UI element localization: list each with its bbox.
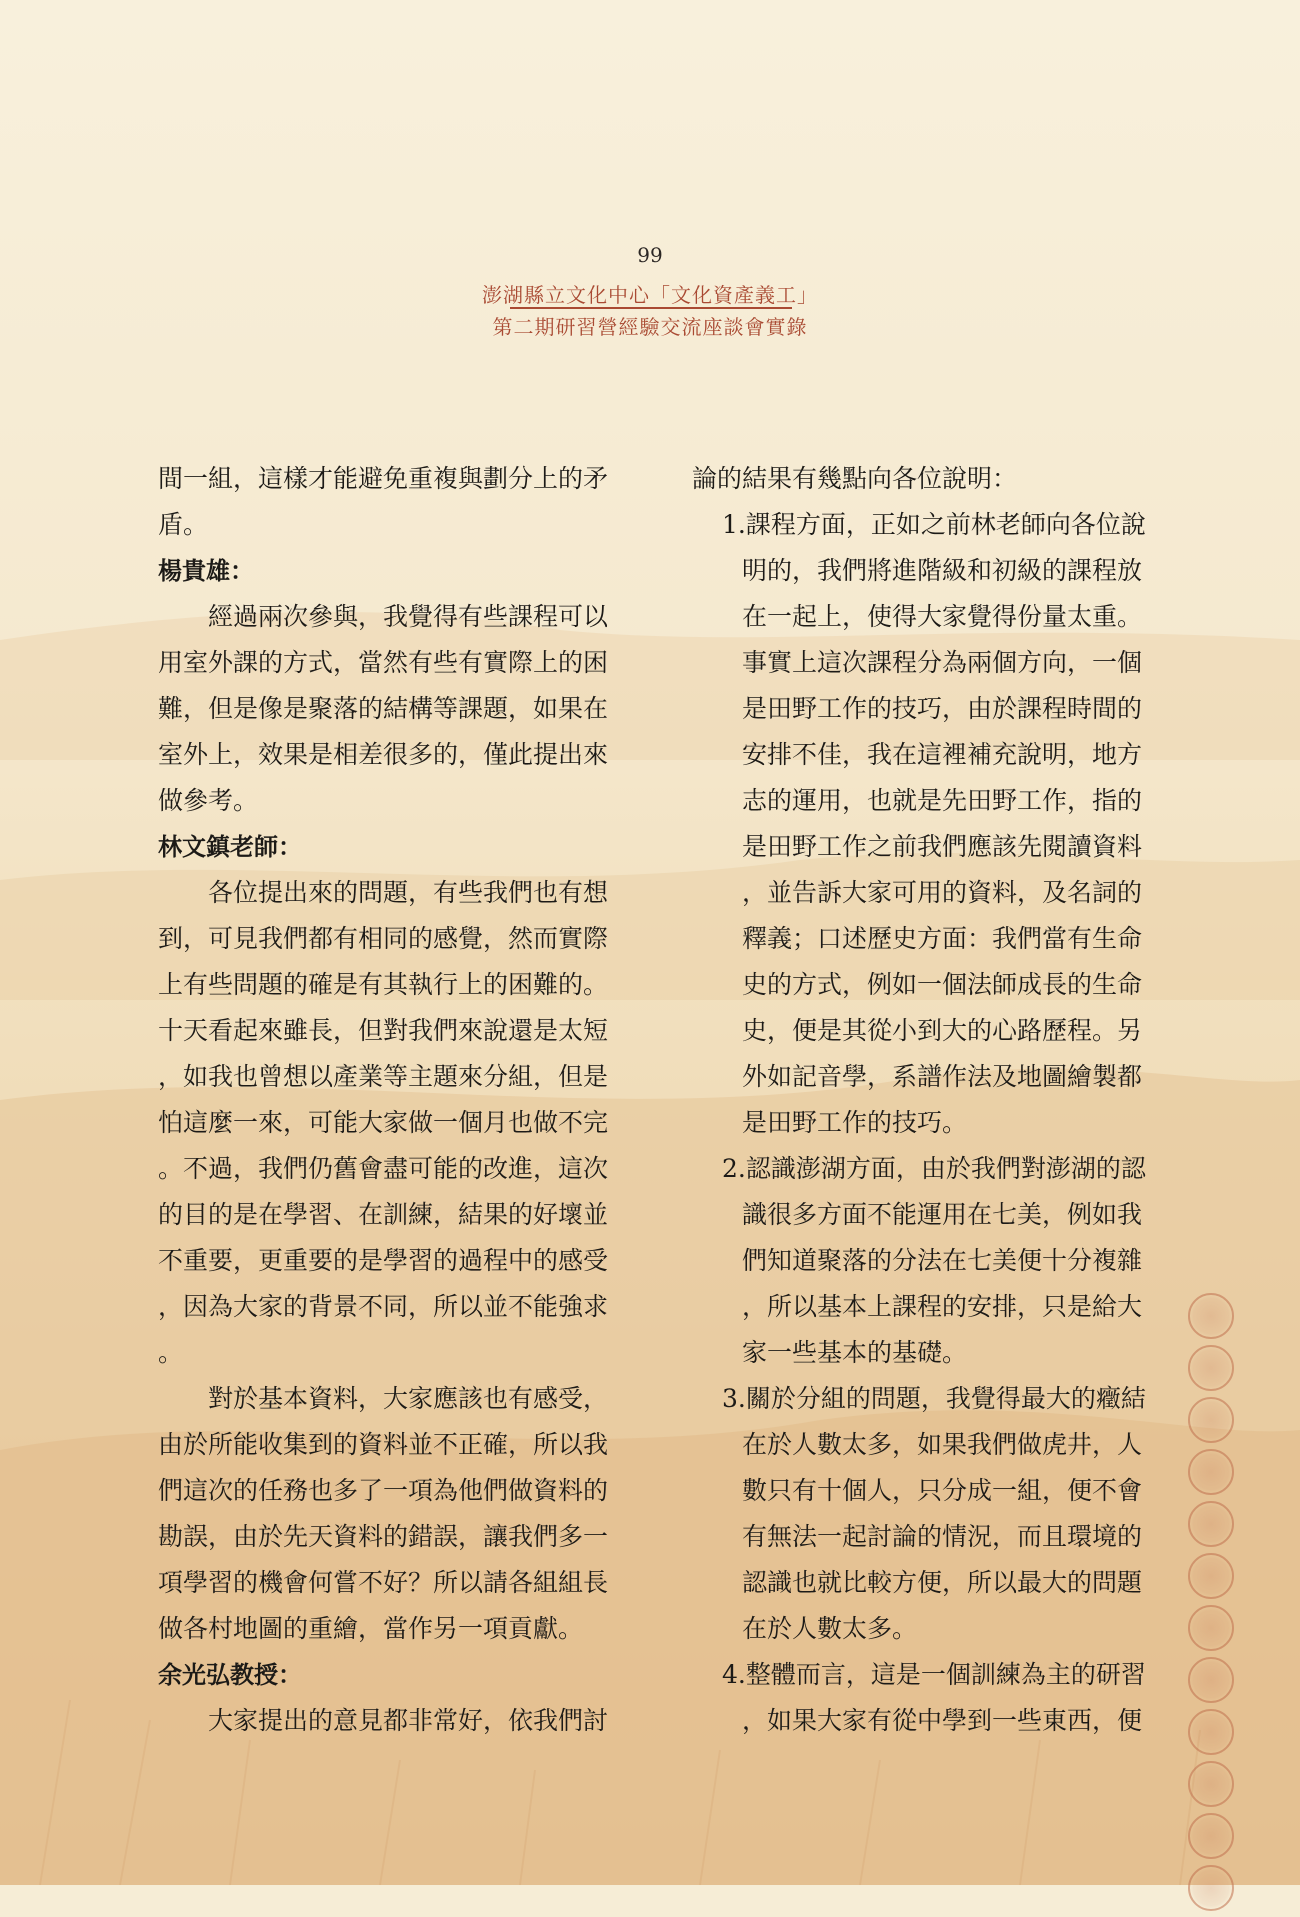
text-line: ，並告訴大家可用的資料，及名詞的 (742, 878, 1143, 907)
text-line: 盾。 (158, 510, 209, 539)
text-line: 怕這麼一來，可能大家做一個月也做不完 (158, 1108, 609, 1137)
text-line: 。不過，我們仍舊會盡可能的改進，這次 (158, 1154, 609, 1183)
text-line: 是田野工作的技巧。 (742, 1108, 968, 1137)
header-divider (510, 307, 792, 309)
text-line: 史，便是其從小到大的心路歷程。另 (742, 1016, 1143, 1045)
seal-stamp-icon (1188, 1449, 1234, 1495)
text-line: 用室外課的方式，當然有些有實際上的困 (158, 648, 609, 677)
speaker-name: 林文鎮老師： (158, 833, 302, 861)
text-line: 對於基本資料，大家應該也有感受， (208, 1384, 609, 1413)
text-line: 不重要，更重要的是學習的過程中的感受 (158, 1246, 609, 1275)
text-line: 們知道聚落的分法在七美便十分複雜 (742, 1246, 1143, 1275)
text-line: 外如記音學，系譜作法及地圖繪製都 (742, 1062, 1143, 1091)
text-line: ，如果大家有從中學到一些東西，便 (742, 1706, 1143, 1735)
seal-stamp-icon (1188, 1657, 1234, 1703)
text-line: 。 (158, 1338, 184, 1367)
text-line: 是田野工作之前我們應該先閱讀資料 (742, 832, 1143, 861)
seal-stamp-icon (1188, 1865, 1234, 1911)
text-line: 勘誤，由於先天資料的錯誤，讓我們多一 (158, 1522, 609, 1551)
text-line: 安排不佳，我在這裡補充說明，地方 (742, 740, 1143, 769)
seal-stamp-icon (1188, 1501, 1234, 1547)
text-line: 是田野工作的技巧，由於課程時間的 (742, 694, 1143, 723)
page-number: 99 (637, 243, 663, 267)
text-line: 難，但是像是聚落的結構等課題，如果在 (158, 694, 609, 723)
text-line: 十天看起來雖長，但對我們來說還是太短 (158, 1016, 609, 1045)
text-line: 們這次的任務也多了一項為他們做資料的 (158, 1476, 609, 1505)
decorative-seal-strip (1180, 1293, 1240, 1917)
text-line: 做參考。 (158, 786, 259, 815)
list-item-start: 1.課程方面，正如之前林老師向各位說 (722, 510, 1146, 539)
text-line: 數只有十個人，只分成一組，便不會 (742, 1476, 1143, 1505)
text-line: 大家提出的意見都非常好，依我們討 (208, 1706, 609, 1735)
text-line: 在於人數太多。 (742, 1614, 918, 1643)
seal-stamp-icon (1188, 1345, 1234, 1391)
header-title-line1: 澎湖縣立文化中心「文化資產義工」 (482, 283, 818, 307)
seal-stamp-icon (1188, 1709, 1234, 1755)
text-line: 釋義；口述歷史方面：我們當有生命 (742, 924, 1143, 953)
text-line: 明的，我們將進階級和初級的課程放 (742, 556, 1143, 585)
list-item-start: 2.認識澎湖方面，由於我們對澎湖的認 (722, 1154, 1146, 1183)
text-line: 上有些問題的確是有其執行上的困難的。 (158, 970, 609, 999)
right-text-column (692, 456, 1147, 1744)
text-line: 識很多方面不能運用在七美，例如我 (742, 1200, 1143, 1229)
seal-stamp-icon (1188, 1761, 1234, 1807)
text-line: 室外上，效果是相差很多的，僅此提出來 (158, 740, 609, 769)
seal-stamp-icon (1188, 1605, 1234, 1651)
text-line: 做各村地圖的重繪，當作另一項貢獻。 (158, 1614, 584, 1643)
list-item-start: 3.關於分組的問題，我覺得最大的癥結 (722, 1384, 1146, 1413)
seal-stamp-icon (1188, 1813, 1234, 1859)
left-text-column (158, 456, 613, 1744)
speaker-name: 楊貴雄： (158, 557, 254, 585)
text-line: 有無法一起討論的情況，而且環境的 (742, 1522, 1143, 1551)
text-line: 志的運用，也就是先田野工作，指的 (742, 786, 1143, 815)
text-line: 由於所能收集到的資料並不正確，所以我 (158, 1430, 609, 1459)
text-line: 的目的是在學習、在訓練，結果的好壞並 (158, 1200, 609, 1229)
text-line: ，如我也曾想以產業等主題來分組，但是 (158, 1062, 609, 1091)
text-line: 事實上這次課程分為兩個方向，一個 (742, 648, 1143, 677)
text-line: ，因為大家的背景不同，所以並不能強求 (158, 1292, 609, 1321)
seal-stamp-icon (1188, 1553, 1234, 1599)
text-line: 項學習的機會何嘗不好？所以請各組組長 (158, 1568, 609, 1597)
text-line: 史的方式，例如一個法師成長的生命 (742, 970, 1143, 999)
text-line: 認識也就比較方便，所以最大的問題 (742, 1568, 1143, 1597)
seal-stamp-icon (1188, 1293, 1234, 1339)
speaker-name: 余光弘教授： (158, 1661, 302, 1689)
text-line: 在於人數太多，如果我們做虎井，人 (742, 1430, 1143, 1459)
text-line: 在一起上，使得大家覺得份量太重。 (742, 602, 1143, 631)
text-line: 家一些基本的基礎。 (742, 1338, 968, 1367)
text-line: 間一組，這樣才能避免重複與劃分上的矛 (158, 464, 609, 493)
text-line: 經過兩次參與，我覺得有些課程可以 (208, 602, 609, 631)
header-title-line2: 第二期研習營經驗交流座談會實錄 (492, 315, 808, 339)
text-line: 到，可見我們都有相同的感覺，然而實際 (158, 924, 609, 953)
text-line: 論的結果有幾點向各位說明： (692, 464, 1018, 493)
seal-stamp-icon (1188, 1397, 1234, 1443)
text-line: 各位提出來的問題，有些我們也有想 (208, 878, 609, 907)
list-item-start: 4.整體而言，這是一個訓練為主的研習 (722, 1660, 1146, 1689)
text-line: ，所以基本上課程的安排，只是給大 (742, 1292, 1143, 1321)
